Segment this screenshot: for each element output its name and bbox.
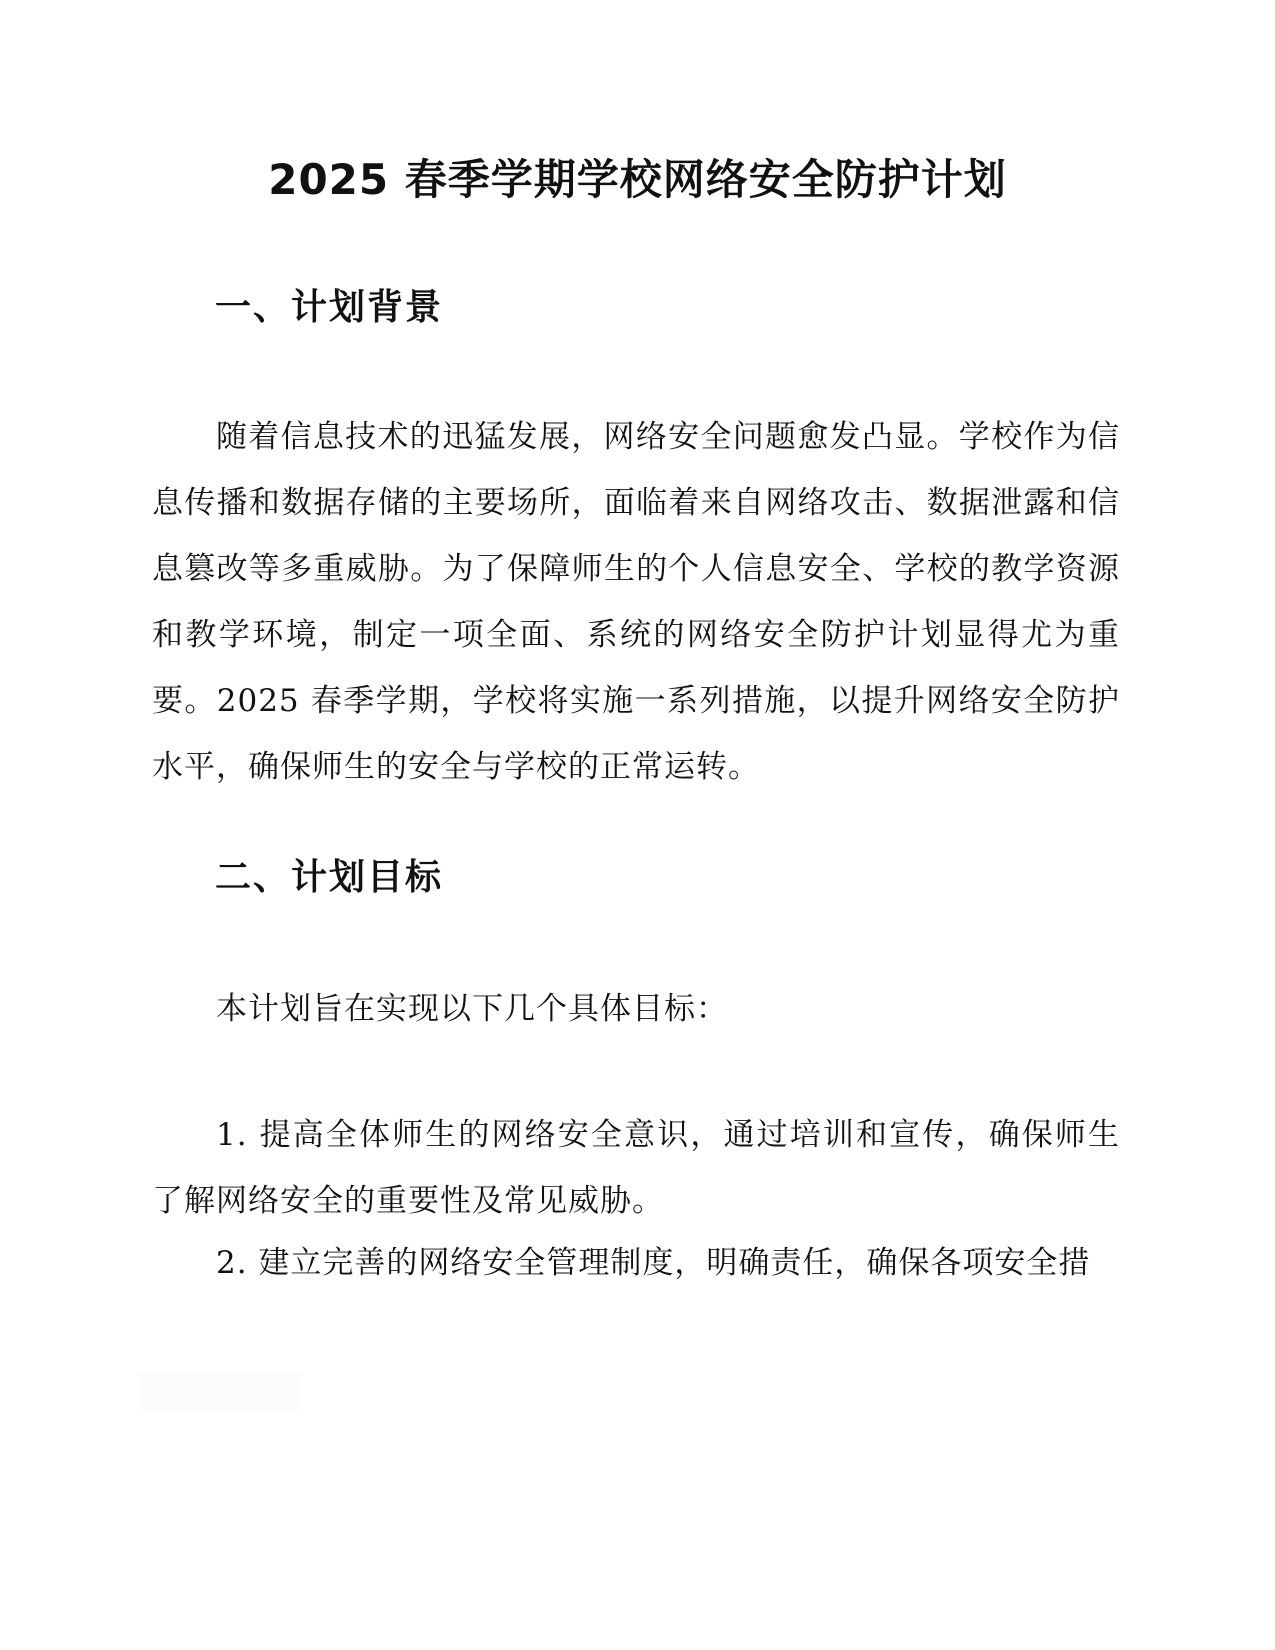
faint-smudge xyxy=(140,1372,300,1410)
goal-item-2: 2. 建立完善的网络安全管理制度，明确责任，确保各项安全措 xyxy=(216,1245,1091,1281)
paragraph-background: 随着信息技术的迅猛发展，网络安全问题愈发凸显。学校作为信息传播和数据存储的主要场所，面临着来自网络攻击、数据泄露和信息篡改等多重威胁。为了保障师生的个人信息安全、学校的教学资源和教学环境，制定一项全面、系统的网络安全防护计划显得尤为重要。2025 春季学期，学校将实施一系列措施，以提升网络安全防护水平，确保师生的安全与学校的正常运转。 xyxy=(152,419,1120,785)
document-title: 2025 春季学期学校网络安全防护计划 xyxy=(268,155,1007,204)
paragraph-goals-intro: 本计划旨在实现以下几个具体目标： xyxy=(216,991,728,1027)
goal-item-1: 1. 提高全体师生的网络安全意识，通过培训和宣传，确保师生了解网络安全的重要性及常见威胁。 xyxy=(152,1117,1120,1219)
section-heading-goals: 二、计划目标 xyxy=(215,857,444,898)
section-heading-background: 一、计划背景 xyxy=(215,287,444,328)
